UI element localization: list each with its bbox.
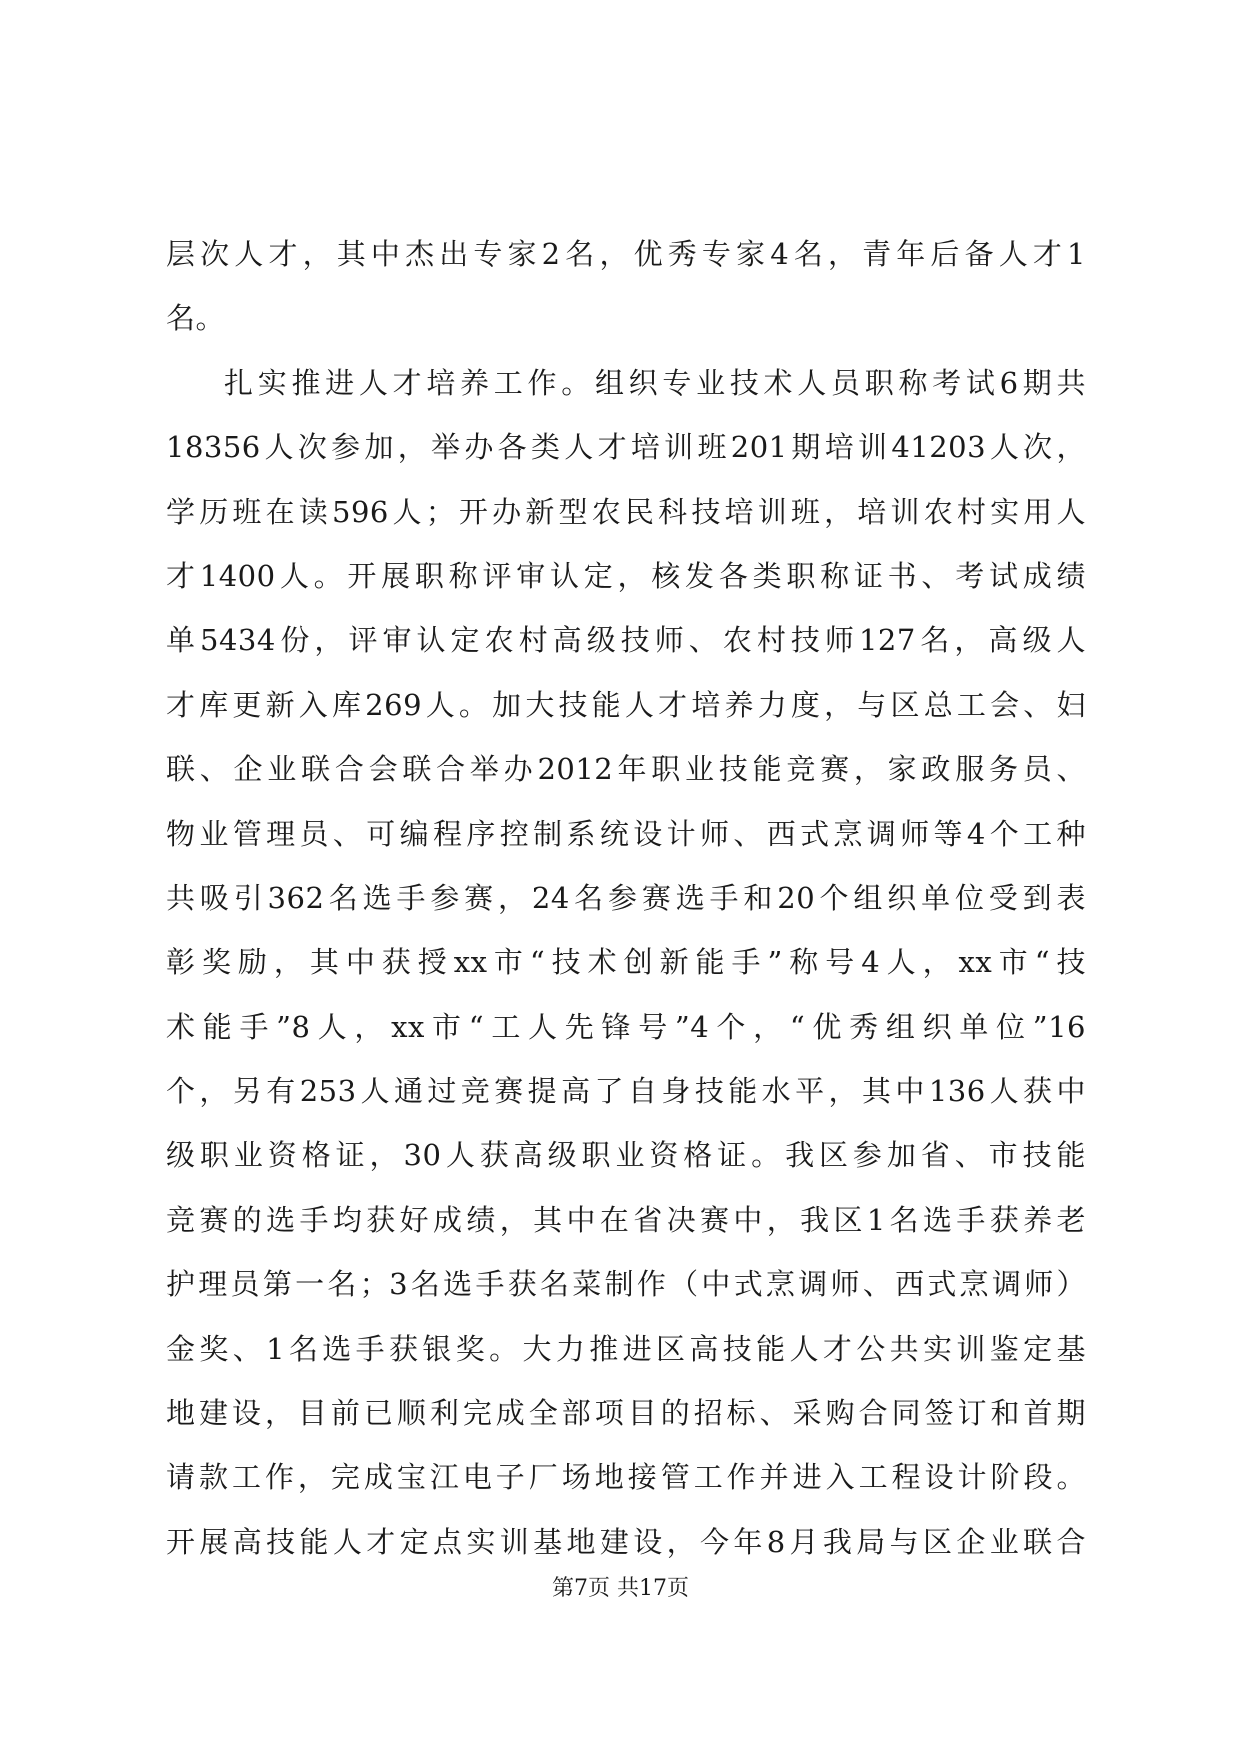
text-line: 单5434份，评审认定农村高级技师、农村技师127名，高级人 (166, 623, 1086, 658)
text-line: 级职业资格证，30人获高级职业资格证。我区参加省、市技能 (166, 1138, 1086, 1173)
body-text (166, 222, 1086, 1574)
text-line: 18356人次参加，举办各类人才培训班201期培训41203人次， (166, 430, 1086, 465)
text-line: 术能手”8人，xx市“工人先锋号”4个，“优秀组织单位”16 (166, 1009, 1086, 1044)
text-line: 竞赛的选手均获好成绩，其中在省决赛中，我区1名选手获养老 (166, 1202, 1086, 1237)
text-line: 物业管理员、可编程序控制系统设计师、西式烹调师等4个工种 (166, 816, 1086, 851)
text-line: 彰奖励，其中获授xx市“技术创新能手”称号4人，xx市“技 (166, 945, 1086, 980)
text-line: 联、企业联合会联合举办2012年职业技能竞赛，家政服务员、 (166, 752, 1086, 787)
text-line: 请款工作，完成宝江电子厂场地接管工作并进入工程设计阶段。 (166, 1460, 1086, 1495)
text-line: 才1400人。开展职称评审认定，核发各类职称证书、考试成绩 (166, 558, 1086, 593)
text-line: 护理员第一名；3名选手获名菜制作（中式烹调师、西式烹调师） (166, 1267, 1086, 1302)
text-line: 开展高技能人才定点实训基地建设，今年8月我局与区企业联合 (166, 1524, 1086, 1559)
text-line: 地建设，目前已顺利完成全部项目的招标、采购合同签订和首期 (166, 1396, 1086, 1431)
text-line: 个，另有253人通过竞赛提高了自身技能水平，其中136人获中 (166, 1074, 1086, 1109)
text-line: 才库更新入库269人。加大技能人才培养力度，与区总工会、妇 (166, 687, 1086, 722)
text-line: 共吸引362名选手参赛，24名参赛选手和20个组织单位受到表 (166, 880, 1086, 915)
paragraph-start-line: 扎实推进人才培养工作。组织专业技术人员职称考试6期共 (224, 365, 1086, 400)
text-line: 名。 (166, 301, 226, 336)
text-line: 金奖、1名选手获银奖。大力推进区高技能人才公共实训鉴定基 (166, 1331, 1086, 1366)
page-number-footer: 第7页 共17页 (552, 1576, 689, 1601)
text-line: 层次人才，其中杰出专家2名，优秀专家4名，青年后备人才1 (166, 237, 1086, 271)
text-line: 学历班在读596人；开办新型农民科技培训班，培训农村实用人 (166, 494, 1086, 529)
